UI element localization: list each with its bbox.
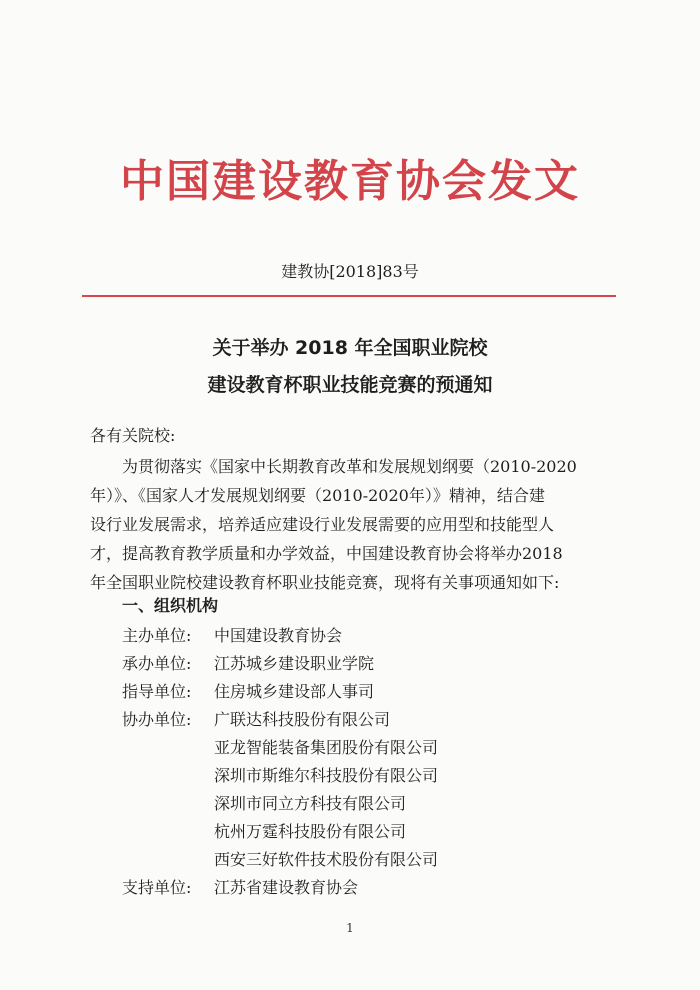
page-number: 1 [346, 921, 354, 935]
paragraph-line: 为贯彻落实《国家中长期教育改革和发展规划纲要（2010-2020 [122, 457, 577, 476]
salutation: 各有关院校: [90, 426, 176, 445]
co-organizer-item: 杭州万霆科技股份有限公司 [214, 822, 407, 841]
section-heading-organization: 一、组织机构 [122, 596, 219, 615]
org-value: 江苏城乡建设职业学院 [214, 654, 375, 673]
document-number: 建教协[2018]83号 [281, 262, 419, 281]
org-value: 广联达科技股份有限公司 [214, 710, 391, 729]
org-label: 主办单位: [122, 626, 192, 645]
co-organizer-item: 深圳市斯维尔科技股份有限公司 [214, 766, 439, 785]
org-label: 指导单位: [122, 682, 192, 701]
org-label: 协办单位: [122, 710, 192, 729]
org-label: 支持单位: [122, 878, 192, 897]
masthead-title: 中国建设教育协会发文 [120, 156, 580, 207]
co-organizer-item: 亚龙智能装备集团股份有限公司 [214, 738, 439, 757]
org-label: 承办单位: [122, 654, 192, 673]
org-guide-row [122, 680, 622, 704]
paragraph-line: 年全国职业院校建设教育杯职业技能竞赛，现将有关事项通知如下: [90, 573, 560, 592]
paragraph-line: 才，提高教育教学质量和办学效益，中国建设教育协会将举办2018 [90, 544, 563, 563]
org-value: 住房城乡建设部人事司 [214, 682, 375, 701]
intro-paragraph [90, 452, 620, 597]
org-organizer-row [122, 652, 622, 676]
notice-title-line2: 建设教育杯职业技能竞赛的预通知 [207, 374, 493, 396]
org-value: 江苏省建设教育协会 [214, 878, 359, 897]
org-co-row [122, 708, 622, 732]
org-host-row [122, 624, 622, 648]
masthead-divider [82, 295, 616, 297]
paragraph-line: 年）》、《国家人才发展规划纲要（2010-2020年）》精神，结合建 [90, 486, 545, 505]
org-value: 中国建设教育协会 [214, 626, 343, 645]
co-organizer-item: 西安三好软件技术股份有限公司 [214, 850, 439, 869]
notice-title-line1: 关于举办 2018 年全国职业院校 [212, 337, 488, 359]
org-support-row [122, 876, 622, 900]
co-organizer-item: 深圳市同立方科技有限公司 [214, 794, 407, 813]
paragraph-line: 设行业发展需求，培养适应建设行业发展需要的应用型和技能型人 [90, 515, 555, 534]
